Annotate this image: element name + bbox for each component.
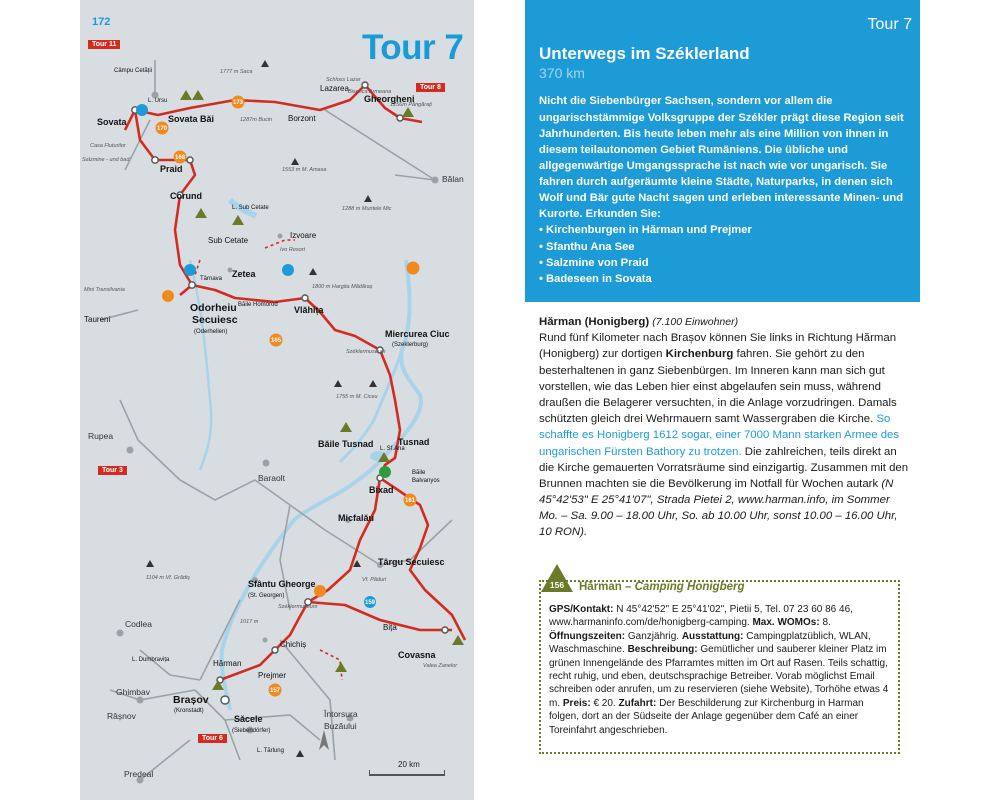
label-peak-paduri: Vf. Păduri (362, 577, 387, 583)
label-zetea: Zetea (232, 269, 256, 279)
label-intorsura: Întorsura (324, 709, 358, 719)
intro-distance: 370 km (539, 65, 585, 82)
intro-text: Nicht die Siebenbürger Sachsen, sondern vor allem die ungarischstämmige Volksgruppe der Székler prägt diese Region seit Jahrhunderten. Bis heute leben mehr als eine Million von ihnen in diesem teilautonomen Gebiet Rumäniens. Die übliche und allgegenwärtige Umgangssprache ist nach wie vor ungarisch. Sie fahren durch aufgeräumte kleine Städte, Naturparks, in denen sich Wolf und Bär gute Nacht sagen und erleben interessante Minen- und Kurorte. Erkunden Sie: (539, 95, 904, 221)
label-buzaului: Buzăului (324, 721, 357, 731)
label-peak-amasa: 1553 m M. Amasa (282, 167, 327, 173)
station-173: 173 (232, 100, 244, 106)
label-peak-1017: 1017 m (240, 619, 259, 625)
camping-title-name: – Camping Honigberg (625, 581, 745, 593)
label-brasov: Brașov (173, 694, 209, 706)
label-bita: Bița (383, 623, 397, 632)
river-tarnava (190, 260, 211, 470)
camp-gps-text: N 45°42'52" E 25°41'02", Pietii 5, Tel. 07 23 60 86 46, www.harmaninfo.com/de/honigberg-camping. (549, 604, 853, 629)
label-bixad: Bixad (369, 485, 394, 495)
camp-zufahrt-value: Der Beschilderung zur Kirchenburg in Harman folgen, dort an der Südseite der Anlage gegenüber dem Café an einer Toreinfahrt angeschrieben. (549, 697, 864, 736)
label-ghimbav: Ghimbav (116, 687, 151, 697)
camping-title-place: Hărman (579, 581, 622, 593)
camp-ausst-label: Ausstattung: (681, 630, 744, 642)
label-l-dumbravita: L. Dumbravița (132, 657, 170, 663)
label-predeal: Predeal (124, 769, 154, 779)
label-szeklerburg: (Szeklerburg) (392, 342, 429, 348)
station-157: 157 (269, 688, 281, 694)
label-miercurea: Miercurea Ciuc (385, 329, 450, 339)
intro-bullet: • Badeseen in Sovata (539, 271, 906, 287)
camp-oeff-value: Ganzjährig. (627, 630, 680, 642)
camp-ausst-value: Campingplatzüblich, WLAN, Waschmaschine. (549, 630, 871, 656)
label-l-ursu: L. Ursu (148, 98, 168, 104)
label-baile-homorod: Băile Homorod (238, 302, 278, 308)
scale-label: 20 km (398, 760, 420, 769)
map-graphic (80, 0, 474, 800)
station-170: 170 (156, 126, 168, 132)
label-corund: Corund (170, 191, 202, 201)
camp-gps-label: GPS/Kontakt: (549, 604, 614, 615)
label-rupea: Rupea (88, 431, 114, 441)
label-schloss-lazar: Schloss Lazar (326, 77, 361, 83)
label-baile-2: Balvanyos (412, 478, 440, 484)
station-161: 161 (404, 498, 416, 504)
label-peak-munte-mic: 1288 m Muntele Mic (342, 206, 392, 212)
intro-bullet: • Kirchenburgen in Hărman und Prejmer (539, 222, 906, 238)
station-165: 165 (270, 338, 282, 344)
label-baile-1: Băile (412, 470, 426, 476)
label-lazarea: Lazarea (320, 84, 349, 93)
label-mini-transilvania: Mini Transilvania (84, 287, 125, 293)
north-arrow (319, 730, 329, 750)
label-kronstadt: (Kronstadt) (174, 708, 204, 714)
camp-beschr-value: Gemütlicher und sauberer kleiner Platz im grünen Innengelände des Pfarramtes mitten im Ort auf Rasen. Teils schattig, recht ruhig, und eben, deutschsprachige Betreiber. Vorab möglichst Email schreiben oder anrufen, um zu reservieren (siehe Website), Torhöhe etwas 4 m. (549, 644, 889, 709)
label-taureni: Taureni (84, 315, 111, 324)
label-valea-zanelor: Valea Zanelor (423, 663, 458, 669)
intro-bullets (539, 222, 906, 287)
label-izvoare: Izvoare (290, 231, 317, 240)
station-159: 159 (364, 600, 376, 606)
tour-tag-11[interactable]: Tour 11 (88, 40, 120, 49)
article-title: Hărman (Honigberg) (539, 316, 650, 328)
label-szeklermuseum-2: Széklermuseum (278, 604, 318, 610)
label-peak-gradis: 1104 m Vf. Grădiș (146, 575, 190, 581)
camping-markers (180, 90, 464, 690)
camp-womos-value: 8. (822, 617, 831, 629)
tour-tag-8[interactable]: Tour 8 (416, 83, 445, 92)
camp-oeff-label: Öffnungszeiten: (549, 630, 626, 642)
label-sub-cetate: Sub Cetate (208, 236, 249, 245)
camp-preis-label: Preis: (562, 697, 591, 709)
label-st-georgen: (St. Georgen) (248, 593, 285, 599)
label-l-tarlung: L. Tărlung (257, 748, 284, 754)
label-targu-secuiesc: Târgu Secuiesc (378, 557, 445, 567)
camp-womos-label: Max. WOMOs: (752, 617, 820, 629)
intro-bullet: • Salzmine von Praid (539, 255, 906, 271)
tour-map (80, 0, 474, 800)
intro-title: Unterwegs im Széklerland (539, 44, 750, 63)
label-covasna: Covasna (398, 650, 436, 660)
article-p2: fahren. Sie gehört zu den besterhaltenen in ganz Siebenbürgen. Im Inneren kann man sich gut vorstellen, wie das Leben hier einst abgelaufen sein muss, während draußen die Belagerer versuchten, in die Anlage vorzudringen. Damals schützten gleich drei Wehrmauern samt Wassergraben die Kirche. (539, 348, 897, 426)
label-prejmer: Prejmer (258, 671, 287, 680)
intro-bullet: • Sfanthu Ana See (539, 239, 906, 255)
label-sacele: Săcele (234, 714, 263, 724)
label-sovata-bai: Sovata Băi (168, 114, 215, 124)
label-odorhellen: (Oderhellen) (194, 329, 228, 335)
label-odorheiu: Odorheiu (190, 302, 237, 314)
tour-tag-3[interactable]: Tour 3 (98, 466, 127, 475)
label-tusnad: Tusnad (398, 437, 430, 447)
article-kirchenburg: Kirchenburg (665, 348, 734, 361)
label-ivo-resort: Ivo Resort (280, 247, 306, 253)
label-sfantu: Sfântu Gheorge (248, 579, 316, 589)
map-tour-title: Tour 7 (362, 28, 464, 67)
page-number: 172 (92, 16, 111, 28)
article-harman (539, 314, 909, 541)
scale-bar (369, 770, 445, 776)
intro-box (525, 0, 920, 302)
label-codlea: Codlea (125, 619, 152, 629)
label-casa-fluturilor: Casa Fluturilor (90, 143, 126, 149)
label-campu-cetatii: Câmpu Cetății (114, 68, 153, 74)
article-population: (7.100 Einwohner) (652, 316, 739, 328)
label-peak-bucin: 1287m Bucin (240, 117, 273, 123)
label-l-sub-cetate: L. Sub Cetate (232, 205, 269, 211)
label-harman: Hărman (213, 659, 242, 668)
camping-box (539, 580, 900, 754)
label-baile-tusnad: Băile Tusnad (318, 439, 374, 449)
camp-preis-value: € 20. (593, 697, 616, 709)
label-pangarati: 1256m Pângărați (390, 102, 432, 108)
label-peak-hargita: 1800 m Hargita Mădăraș (312, 284, 373, 290)
label-biserica: Biserica Armeana (348, 89, 392, 95)
label-balan: Bălan (442, 174, 464, 184)
label-siebendorfer: (Siebendörfer) (232, 728, 271, 734)
label-tarnava: Târnava (200, 276, 223, 282)
label-borzont: Borzont (288, 114, 316, 123)
label-chichis: Chichiș (280, 640, 307, 649)
label-baraolt: Baraolt (258, 473, 285, 483)
article-p1: Rund fünf Kilometer nach Brașov können Sie links in Richtung Hărman (Honigberg) zur dortigen (539, 332, 897, 361)
label-rasnov: Râșnov (107, 711, 136, 721)
label-szeklermuseum-1: Széklermuseum (346, 349, 386, 355)
label-praid: Praid (160, 164, 183, 174)
article-info: (N 45°42'53" E 25°41'07", Strada Pietei 2, www.harman.info, im Sommer Mo. – Sa. 9.00 – 18.00 Uhr, So. ab 10.00 Uhr, sonst 10.00 – 16.00 Uhr, 10 RON). (539, 477, 898, 539)
camping-title (579, 580, 745, 595)
header-tour-label: Tour 7 (867, 16, 912, 33)
label-peak-ciceu: 1755 m M. Ciceu (336, 394, 378, 400)
label-micfalau: Micfalău (338, 513, 375, 523)
label-secuiesc: Secuiesc (192, 314, 238, 326)
label-salzmine: Salzmine - und bad (82, 157, 130, 163)
label-sovata: Sovata (97, 117, 127, 127)
label-peak-saca: 1777 m Saca (220, 69, 253, 75)
label-l-sf-ana: L. Sf.Ana (380, 446, 405, 452)
label-gheorgheni: Gheorgheni (364, 94, 415, 104)
tour-route (125, 85, 465, 680)
camp-zufahrt-label: Zufahrt: (618, 697, 657, 709)
tour-tag-6[interactable]: Tour 6 (198, 734, 227, 743)
camping-number: 156 (549, 580, 565, 590)
station-169: 168 (174, 155, 186, 161)
label-vlahita: Vlăhița (294, 305, 324, 315)
article-p3: Die zahlreichen, teils direkt an die Kirche gemauerten Vorratsräume sind einzigartig. Zusammen mit den Brunnen machten sie die Bevölkerung im Notfall für Wochen autark (539, 445, 909, 490)
camp-beschr-label: Beschreibung: (627, 644, 698, 656)
article-highlight: So schaffte es Honigberg 1612 sogar, einer 7000 Mann starken Armee des ungarischen Fürsten Bathory zu trotzen. (539, 413, 900, 458)
